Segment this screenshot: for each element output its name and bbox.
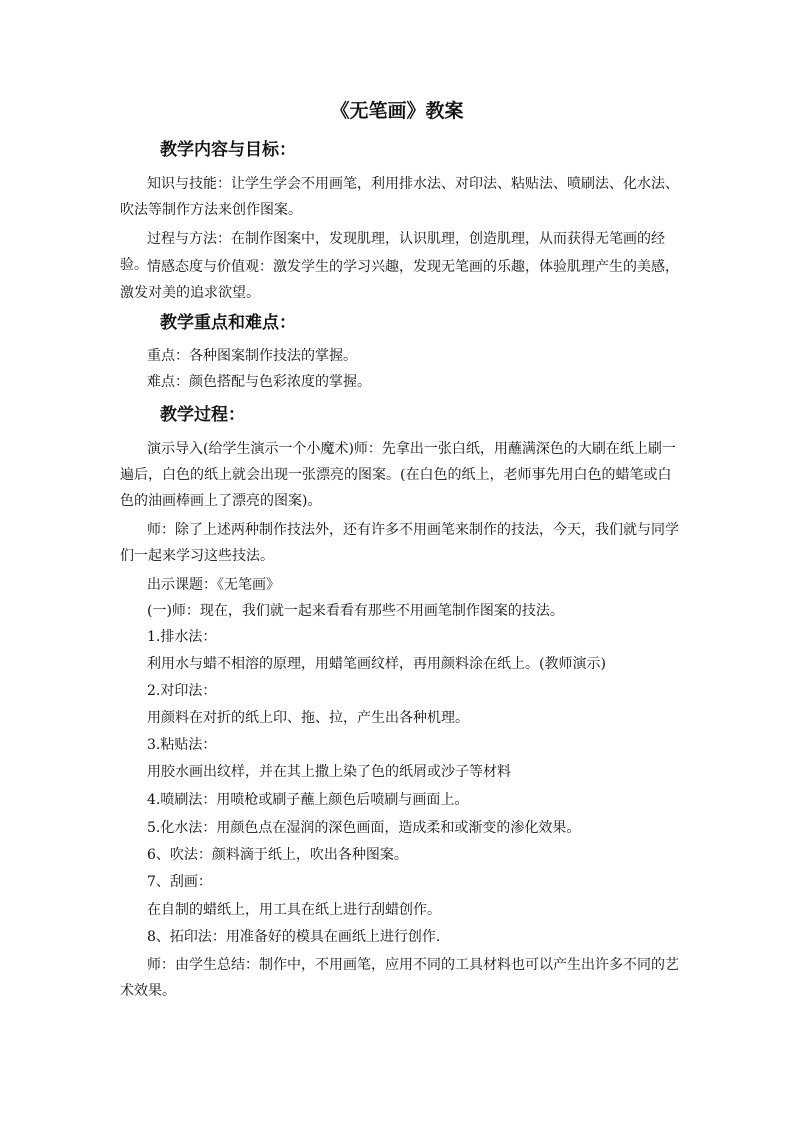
method-7-desc: 在自制的蜡纸上，用工具在纸上进行刮蜡创作。 (147, 902, 441, 918)
process-topic: 出示课题：《无笔画》 (147, 577, 280, 593)
method-2-title: 2.对印法： (147, 683, 217, 699)
method-6: 6、吹法：颜料滴于纸上，吹出各种图案。 (147, 847, 408, 863)
section-heading-keypoints: 教学重点和难点： (160, 313, 296, 333)
process-teacher: 师：除了上述两种制作技法外，还有许多不用画笔来制作的技法，今天，我们就与同学们一起来学习这些技法。 (120, 522, 679, 564)
objective-knowledge: 知识与技能：让学生学会不用画笔，利用排水法、对印法、粘贴法、喷刷法、化水法、吹法等制作方法来创作图案。 (120, 176, 679, 218)
method-7-title: 7、刮画： (147, 874, 212, 890)
method-3-title: 3.粘贴法： (147, 737, 217, 753)
section-heading-objectives: 教学内容与目标： (160, 140, 296, 160)
method-3-desc: 用胶水画出纹样，并在其上撒上染了色的纸屑或沙子等材料 (147, 764, 511, 780)
key-point-focus: 重点：各种图案制作技法的掌握。 (147, 348, 357, 364)
process-summary: 师：由学生总结：制作中，不用画笔，应用不同的工具材料也可以产生出许多不同的艺术效果。 (120, 957, 679, 999)
process-intro: 演示导入(给学生演示一个小魔术)师：先拿出一张白纸，用蘸满深色的大刷在纸上刷一遍后，白色的纸上就会出现一张漂亮的图案。(在白色的纸上，老师事先用白色的蜡笔或白色的油画棒画上了漂亮的图案)。 (120, 441, 676, 509)
method-1-title: 1.排水法： (147, 629, 217, 645)
objective-attitude: 情感态度与价值观：激发学生的学习兴趣，发现无笔画的乐趣，体验肌理产生的美感，激发对美的追求欲望。 (120, 259, 679, 301)
page-title: 《无笔画》教案 (330, 100, 464, 122)
method-1-desc: 利用水与蜡不相溶的原理，用蜡笔画纹样，再用颜料涂在纸上。(教师演示) (147, 656, 606, 672)
method-8: 8、拓印法：用准备好的模具在画纸上进行创作. (147, 929, 441, 945)
process-part1: (一)师：现在，我们就一起来看看有那些不用画笔制作图案的技法。 (147, 603, 564, 619)
key-point-difficulty: 难点：颜色搭配与色彩浓度的掌握。 (147, 374, 371, 390)
objective-process: 过程与方法：在制作图案中，发现肌理，认识肌理，创造肌理，从而获得无笔画的经验。 (120, 231, 665, 273)
method-4: 4.喷刷法：用喷枪或刷子蘸上颜色后喷刷与画面上。 (147, 792, 469, 808)
method-2-desc: 用颜料在对折的纸上印、拖、拉，产生出各种机理。 (147, 710, 469, 726)
section-heading-process: 教学过程： (160, 405, 245, 425)
method-5: 5.化水法：用颜色点在湿润的深色画面，造成柔和或渐变的渗化效果。 (147, 820, 581, 836)
